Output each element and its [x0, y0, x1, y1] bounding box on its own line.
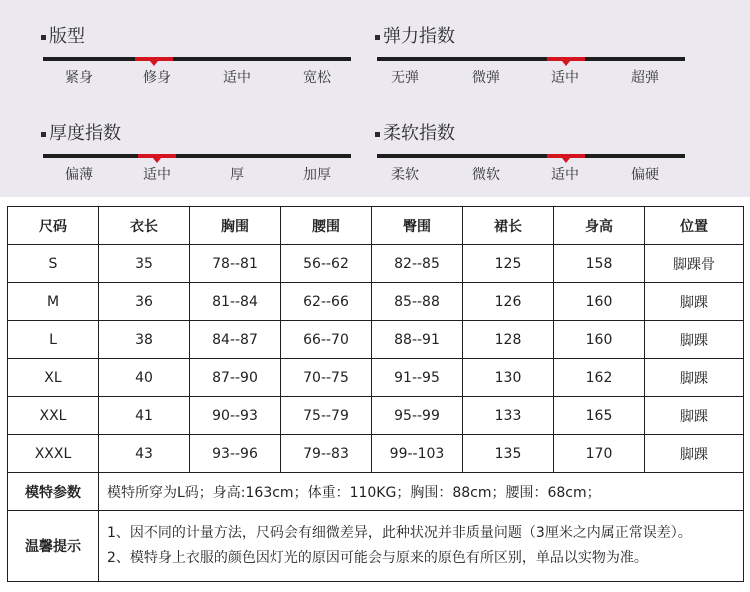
table-cell: 81--84: [190, 283, 281, 321]
table-cell: 脚踝骨: [645, 245, 744, 283]
table-cell: 130: [463, 359, 554, 397]
index-scale-labels: [375, 67, 685, 87]
table-cell: 160: [554, 283, 645, 321]
index-scale-line: [377, 57, 685, 61]
index-label: 适中: [551, 70, 579, 86]
table-cell: 56--62: [281, 245, 372, 283]
table-cell: 165: [554, 397, 645, 435]
table-cell: XXL: [8, 397, 99, 435]
table-cell: 135: [463, 435, 554, 473]
index-label: 偏硬: [631, 167, 659, 183]
table-row: [8, 283, 744, 321]
table-cell: XL: [8, 359, 99, 397]
table-cell: 75--79: [281, 397, 372, 435]
table-cell: 87--90: [190, 359, 281, 397]
index-selected-marker: [547, 154, 585, 158]
index-label: 微软: [472, 167, 500, 183]
table-cell: 91--95: [372, 359, 463, 397]
table-row: [8, 397, 744, 435]
index-label: 紧身: [65, 70, 93, 86]
index-label: 宽松: [303, 70, 331, 86]
table-cell: 88--91: [372, 321, 463, 359]
index-selected-marker: [135, 57, 173, 61]
table-cell: 162: [554, 359, 645, 397]
index-selected-marker: [547, 57, 585, 61]
index-label: 超弹: [631, 70, 659, 86]
table-cell: 脚踝: [645, 435, 744, 473]
table-cell: 133: [463, 397, 554, 435]
table-cell: 38: [99, 321, 190, 359]
index-thickness-title: [41, 120, 121, 144]
table-cell: L: [8, 321, 99, 359]
index-title-text: 版型: [49, 26, 85, 47]
index-label: 偏薄: [65, 167, 93, 183]
table-cell: 93--96: [190, 435, 281, 473]
table-cell: S: [8, 245, 99, 283]
index-label: 适中: [551, 167, 579, 183]
index-scale-labels: [41, 164, 351, 184]
bullet-square-icon: [41, 35, 46, 40]
index-title-text: 弹力指数: [383, 26, 455, 47]
table-cell: 158: [554, 245, 645, 283]
index-elasticity-title: [375, 23, 455, 47]
col-header-waist: 腰围: [281, 207, 372, 245]
note-item: 1、因不同的计量方法，尺码会有细微差异，此种状况并非质量问题（3厘米之内属正常误差）。: [107, 525, 692, 541]
size-table: [7, 206, 744, 582]
index-label: 适中: [143, 167, 171, 183]
table-cell: 41: [99, 397, 190, 435]
index-fit-title: [41, 23, 85, 47]
index-softness-title: [375, 120, 455, 144]
col-header-position: 位置: [645, 207, 744, 245]
model-params-row: [8, 473, 744, 511]
index-elasticity: [375, 23, 685, 113]
notes-row: [8, 511, 744, 582]
table-cell: 70--75: [281, 359, 372, 397]
table-header-row: [8, 207, 744, 245]
col-header-hip: 臀围: [372, 207, 463, 245]
table-row: [8, 245, 744, 283]
col-header-height: 身高: [554, 207, 645, 245]
index-selected-marker: [138, 154, 176, 158]
col-header-length: 衣长: [99, 207, 190, 245]
table-cell: 脚踝: [645, 283, 744, 321]
table-cell: 79--83: [281, 435, 372, 473]
table-cell: 脚踝: [645, 397, 744, 435]
table-cell: 90--93: [190, 397, 281, 435]
table-cell: 170: [554, 435, 645, 473]
col-header-skirt-length: 裙长: [463, 207, 554, 245]
index-label: 适中: [223, 70, 251, 86]
col-header-bust: 胸围: [190, 207, 281, 245]
index-label: 修身: [143, 70, 171, 86]
index-scale-labels: [41, 67, 351, 87]
table-cell: 脚踝: [645, 321, 744, 359]
table-row: [8, 435, 744, 473]
index-fit: [41, 23, 351, 113]
table-cell: 126: [463, 283, 554, 321]
note-item: 2、模特身上衣服的颜色因灯光的原因可能会与原来的原色有所区别，单品以实物为准。: [107, 550, 648, 566]
index-label: 微弹: [472, 70, 500, 86]
index-scale-line: [43, 154, 351, 158]
table-cell: 160: [554, 321, 645, 359]
index-softness: [375, 120, 685, 210]
table-cell: 82--85: [372, 245, 463, 283]
table-row: [8, 359, 744, 397]
index-title-text: 厚度指数: [49, 123, 121, 144]
indices-panel: [0, 0, 750, 197]
table-cell: 99--103: [372, 435, 463, 473]
table-cell: XXXL: [8, 435, 99, 473]
table-row: [8, 321, 744, 359]
table-cell: 85--88: [372, 283, 463, 321]
index-scale-line: [377, 154, 685, 158]
table-cell: 43: [99, 435, 190, 473]
index-label: 加厚: [303, 167, 331, 183]
table-cell: 95--99: [372, 397, 463, 435]
table-cell: M: [8, 283, 99, 321]
col-header-size: 尺码: [8, 207, 99, 245]
model-params-text: 模特所穿为L码；身高:163cm；体重：110KG；胸围：88cm；腰围：68cm；: [99, 473, 744, 511]
table-cell: 62--66: [281, 283, 372, 321]
table-cell: 36: [99, 283, 190, 321]
bullet-square-icon: [375, 35, 380, 40]
index-scale-labels: [375, 164, 685, 184]
model-params-label: 模特参数: [8, 473, 99, 511]
notes-cell: [99, 511, 744, 582]
table-cell: 128: [463, 321, 554, 359]
bullet-square-icon: [375, 132, 380, 137]
index-thickness: [41, 120, 351, 210]
index-label: 厚: [230, 167, 244, 183]
table-cell: 78--81: [190, 245, 281, 283]
index-label: 柔软: [391, 167, 419, 183]
index-title-text: 柔软指数: [383, 123, 455, 144]
table-cell: 脚踝: [645, 359, 744, 397]
notes-label: 温馨提示: [8, 511, 99, 582]
table-cell: 125: [463, 245, 554, 283]
index-label: 无弹: [391, 70, 419, 86]
bullet-square-icon: [41, 132, 46, 137]
table-cell: 84--87: [190, 321, 281, 359]
table-cell: 66--70: [281, 321, 372, 359]
index-scale-line: [43, 57, 351, 61]
table-cell: 40: [99, 359, 190, 397]
table-cell: 35: [99, 245, 190, 283]
